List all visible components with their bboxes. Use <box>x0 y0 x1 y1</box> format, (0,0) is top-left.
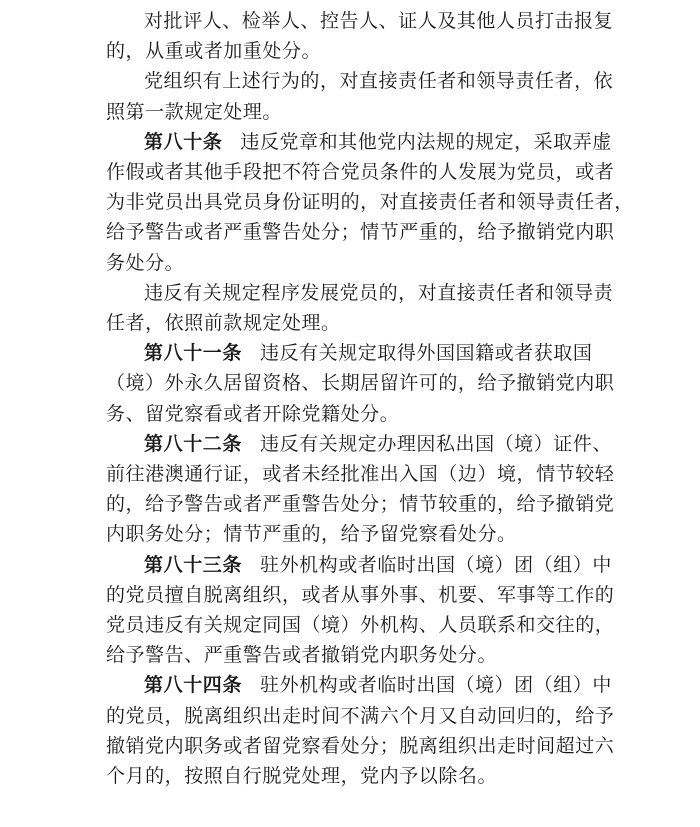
text-line: 照第一款规定处理。 <box>106 100 282 123</box>
text-line: 务、留党察看或者开除党籍处分。 <box>106 402 400 425</box>
text-line: 作假或者其他手段把不符合党员条件的人发展为党员，或者 <box>106 161 615 184</box>
article-title: 第八十四条 <box>144 674 243 697</box>
article-title: 第八十二条 <box>144 432 243 455</box>
article-text: 驻外机构或者临时出国（境）团（组）中 <box>260 674 612 697</box>
article-83 <box>106 550 615 671</box>
article-80 <box>106 127 634 278</box>
text-line: 个月的，按照自行脱党处理，党内予以除名。 <box>106 765 498 788</box>
text-line: 为非党员出具党员身份证明的，对直接责任者和领导责任者， <box>106 191 634 214</box>
text-line <box>106 429 612 459</box>
article-title: 第八十条 <box>144 130 223 153</box>
text-line: 任者，依照前款规定处理。 <box>106 312 341 335</box>
article-title: 第八十三条 <box>144 553 243 576</box>
paragraph <box>106 6 614 66</box>
text-line: 给予警告或者严重警告处分；情节严重的，给予撤销党内职 <box>106 221 615 244</box>
text-line: 给予警告、严重警告或者撤销党内职务处分。 <box>106 644 498 667</box>
article-text: 违反党章和其他党内法规的规定，采取弄虚 <box>240 130 612 153</box>
text-line <box>106 670 612 700</box>
text-line <box>106 127 612 157</box>
article-title: 第八十一条 <box>144 342 243 365</box>
text-line <box>106 550 612 580</box>
article-84 <box>106 670 615 791</box>
text-line: 内职务处分；情节严重的，给予留党察看处分。 <box>106 523 517 546</box>
text-line: 的党员擅自脱离组织，或者从事外事、机要、军事等工作的 <box>106 583 615 606</box>
text-line: 前往港澳通行证，或者未经批准出入国（边）境，情节较轻 <box>106 463 615 486</box>
text-line: （境）外永久居留资格、长期居留许可的，给予撤销党内职 <box>106 372 615 395</box>
text-line: 对批评人、检举人、控告人、证人及其他人员打击报复 <box>144 10 614 32</box>
text-line: 务处分。 <box>106 251 185 274</box>
text-line: 撤销党内职务或者留党察看处分；脱离组织出走时间超过六 <box>106 734 615 757</box>
paragraph <box>106 278 614 338</box>
article-81 <box>106 338 615 429</box>
article-text: 驻外机构或者临时出国（境）团（组）中 <box>260 553 612 576</box>
article-text: 违反有关规定取得外国国籍或者获取国 <box>260 342 593 365</box>
paragraph <box>106 66 614 126</box>
text-line: 的党员，脱离组织出走时间不满六个月又自动回归的，给予 <box>106 704 615 727</box>
text-line: 的，给予警告或者严重警告处分；情节较重的，给予撤销党 <box>106 493 615 516</box>
article-text: 违反有关规定办理因私出国（境）证件、 <box>260 432 612 455</box>
text-line: 党组织有上述行为的，对直接责任者和领导责任者，依 <box>144 70 614 93</box>
text-line: 的，从重或者加重处分。 <box>106 40 322 63</box>
text-line: 党员违反有关规定同国（境）外机构、人员联系和交往的， <box>106 614 615 637</box>
article-82 <box>106 429 615 550</box>
text-line: 违反有关规定程序发展党员的，对直接责任者和领导责 <box>144 281 614 304</box>
text-line <box>106 338 598 368</box>
